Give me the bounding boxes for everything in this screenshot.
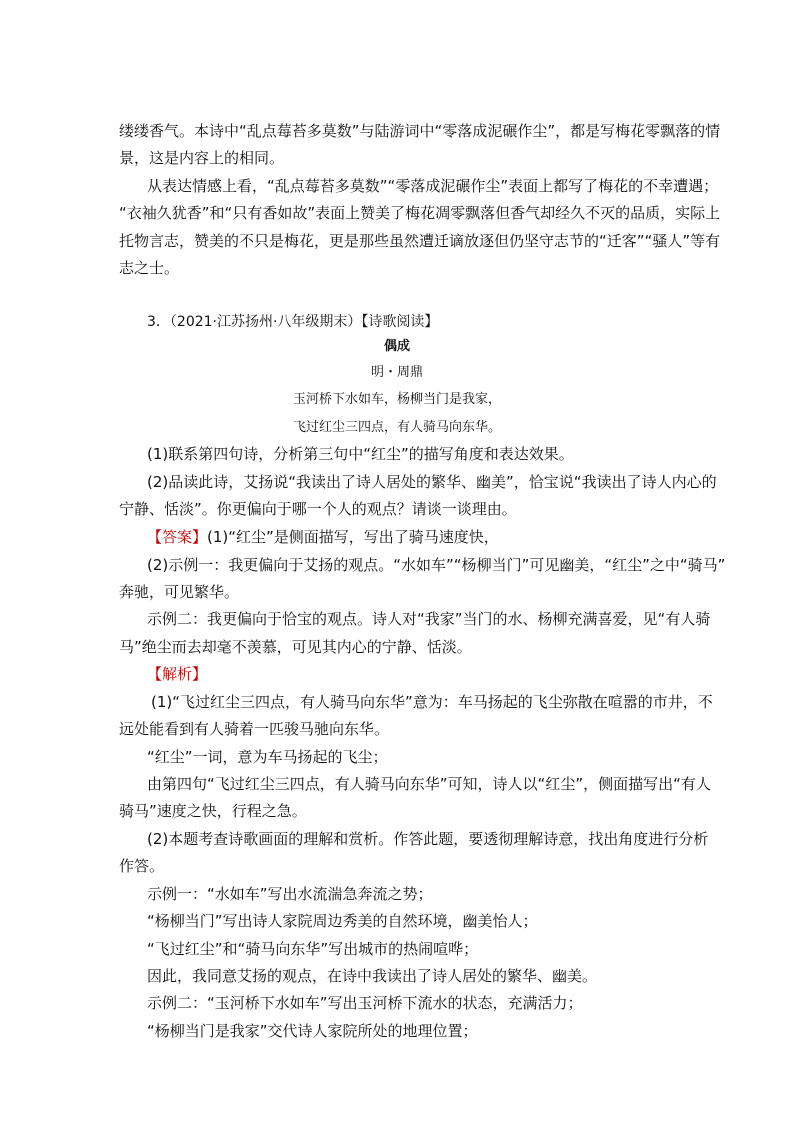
analysis-line: “飞过红尘”和“骑马向东华”写出城市的热闹喧哗； bbox=[147, 940, 479, 958]
poem-title: 偶成 bbox=[383, 339, 410, 354]
answer-line: 马”绝尘而去却毫不羡慕，可见其内心的宁静、恬淡。 bbox=[119, 638, 472, 656]
question-item: (2)品读此诗，艾扬说“我读出了诗人居处的繁华、幽美”，恰宝说“我读出了诗人内心的 bbox=[147, 473, 717, 491]
analysis-line: (1)“飞过红尘三四点，有人骑马向东华”意为：车马扬起的飞尘弥散在喧嚣的市井，不 bbox=[151, 693, 713, 711]
analysis-line: 骑马”速度之快，行程之急。 bbox=[119, 802, 307, 820]
paragraph-line: 缕缕香气。本诗中“乱点莓苔多莫数”与陆游词中“零落成泥碾作尘”，都是写梅花零飘落的情 bbox=[119, 122, 721, 140]
answer-line bbox=[147, 527, 499, 547]
poem-author: 明・周鼎 bbox=[370, 365, 423, 380]
poem-line: 玉河桥下水如车，杨柳当门是我家， bbox=[292, 392, 501, 407]
analysis-line: 示例二：“玉河桥下水如车”写出玉河桥下流水的状态，充满活力； bbox=[147, 994, 583, 1012]
analysis-line: 作答。 bbox=[119, 857, 165, 875]
paragraph-line: 从表达情感上看，“乱点莓苔多莫数”“零落成泥碾作尘”表面上都写了梅花的不幸遭遇； bbox=[147, 177, 719, 195]
paragraph-line: 托物言志，赞美的不只是梅花，更是那些虽然遭迁谪放逐但仍坚守志节的“迁客”“骚人”等有 bbox=[119, 232, 721, 250]
answer-text: (1)“红尘”是侧面描写，写出了骑马速度快， bbox=[207, 528, 499, 546]
analysis-line: 远处能看到有人骑着一匹骏马驰向东华。 bbox=[119, 720, 390, 738]
analysis-label: 【解析】 bbox=[147, 665, 208, 683]
paragraph-line: “衣袖久犹香”和“只有香如故”表面上赞美了梅花凋零飘落但香气却经久不灭的品质，实际上 bbox=[119, 204, 721, 222]
question-header: 3．（2021·江苏扬州·八年级期末）【诗歌阅读】 bbox=[147, 314, 439, 330]
analysis-line: “杨柳当门是我家”交代诗人家院所处的地理位置； bbox=[147, 1022, 478, 1040]
analysis-line: (2)本题考查诗歌画面的理解和赏析。作答此题，要透彻理解诗意，找出角度进行分析 bbox=[147, 830, 709, 848]
analysis-line: “杨柳当门”写出诗人家院周边秀美的自然环境，幽美怡人； bbox=[147, 912, 538, 930]
answer-line: (2)示例一：我更偏向于艾扬的观点。“水如车”“杨柳当门”可见幽美，“红尘”之中“骑马” bbox=[147, 556, 726, 574]
answer-line: 奔驰，可见繁华。 bbox=[119, 583, 240, 601]
poem-line: 飞过红尘三四点，有人骑马向东华。 bbox=[292, 420, 501, 435]
paragraph-line: 景，这是内容上的相同。 bbox=[119, 149, 285, 167]
answer-line: 示例二：我更偏向于恰宝的观点。诗人对“我家”当门的水、杨柳充满喜爱，见“有人骑 bbox=[147, 610, 711, 628]
analysis-line: 因此，我同意艾扬的观点，在诗中我读出了诗人居处的繁华、幽美。 bbox=[147, 967, 598, 985]
question-item: (1)联系第四句诗，分析第三句中“红尘”的描写角度和表达效果。 bbox=[147, 445, 574, 463]
answer-label: 【答案】 bbox=[147, 528, 208, 546]
paragraph-line: 志之士。 bbox=[119, 259, 180, 277]
analysis-line: 由第四句“飞过红尘三四点，有人骑马向东华”可知，诗人以“红尘”，侧面描写出“有人 bbox=[147, 775, 711, 793]
question-item: 宁静、恬淡”。你更偏向于哪一个人的观点？请谈一谈理由。 bbox=[119, 500, 517, 518]
analysis-line: 示例一：“水如车”写出水流湍急奔流之势； bbox=[147, 885, 433, 903]
analysis-line: “红尘”一词，意为车马扬起的飞尘； bbox=[147, 748, 388, 766]
